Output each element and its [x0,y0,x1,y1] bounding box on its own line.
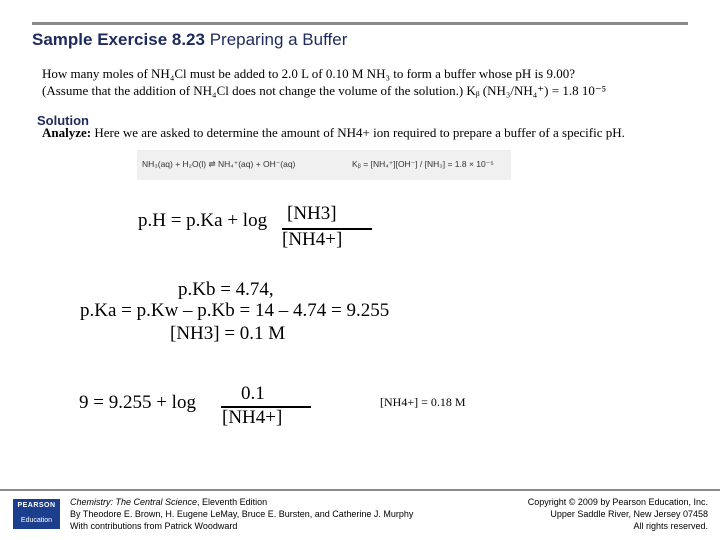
equilibrium-reaction: NH₃(aq) + H₂O(l) ⇌ NH₄⁺(aq) + OH⁻(aq) [142,159,296,169]
footer-book [70,496,413,508]
equilibrium-equation-image [137,150,511,180]
step-pka: p.Ka = p.Kw – p.Kb = 14 – 4.74 = 9.255 [80,300,390,321]
bottom-divider [0,489,720,491]
pearson-logo-education: Education [20,517,53,524]
eq2-numerator: 0.1 [241,383,265,404]
solution-label: Solution [37,113,89,128]
footer-copyright [528,496,708,532]
footer-book-edition: , Eleventh Edition [197,497,268,507]
footer-book-title: Chemistry: The Central Science [70,497,198,507]
hh-numerator: [NH3] [287,203,337,224]
eq2-result: [NH4+] = 0.18 M [380,395,466,409]
top-divider [32,22,688,25]
slide-title [32,30,347,50]
footer-authors: By Theodore E. Brown, H. Eugene LeMay, Bruce E. Bursten, and Catherine J. Murphy [70,509,414,519]
footer-contributions: With contributions from Patrick Woodward [70,521,238,531]
kb-expression: Kᵦ = [NH₄⁺][OH⁻] / [NH₃] = 1.8 × 10⁻⁵ [352,159,494,169]
analyze-label: Analyze: [42,125,92,140]
analyze-text [42,125,625,141]
step-pkb: p.Kb = 4.74, [178,279,274,300]
question-line-2: (Assume that the addition of NH₄Cl does not change the volume of the solution.) Kᵦ (NH₃/NH₄⁺) = 1.8 10⁻⁵ [42,83,607,98]
copyright-line-2: Upper Saddle River, New Jersey 07458 [550,509,708,519]
eq2-denominator: [NH4+] [222,407,283,428]
copyright-line-3: All rights reserved. [633,521,708,531]
eq2-lhs: 9 = 9.255 + log [79,392,196,413]
title-exercise-number: Sample Exercise 8.23 [32,30,205,49]
step-nh3: [NH3] = 0.1 M [170,323,286,344]
question-line-1: How many moles of NH₄Cl must be added to 2.0 L of 0.10 M NH₃ to form a buffer whose pH is 9.00? [42,66,575,81]
title-topic: Preparing a Buffer [204,30,348,49]
copyright-line-1: Copyright © 2009 by Pearson Education, Inc. [527,497,708,507]
hh-denominator: [NH4+] [282,229,343,250]
footer-citation [70,496,413,532]
pearson-logo-wordmark: PEARSON [17,502,56,509]
hh-lhs: p.H = p.Ka + log [138,210,268,231]
analyze-body: Here we are asked to determine the amount of NH4+ ion required to prepare a buffer of a specific pH. [91,125,625,140]
